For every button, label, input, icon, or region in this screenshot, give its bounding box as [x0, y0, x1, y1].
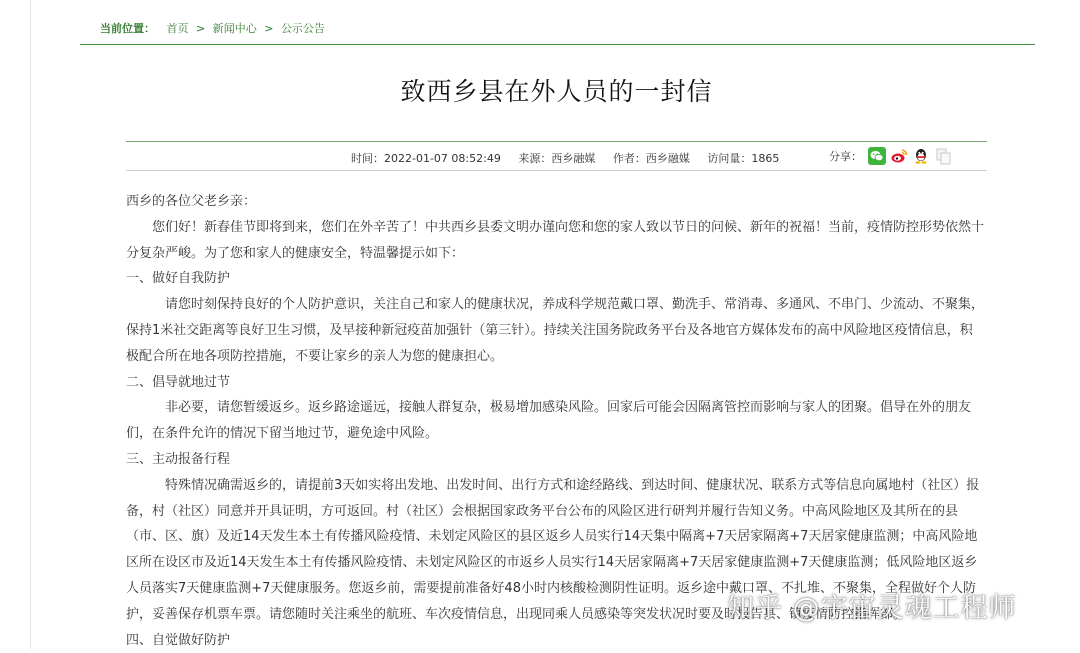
breadcrumb-label: 当前位置： — [100, 22, 155, 35]
section-body: 特殊情况确需返乡的，请提前3天如实将出发地、出发时间、出行方式和途经路线、到达时间、健康状况、联系方式等信息向属地村（社区）报备，村（社区）同意并开具证明，方可返回。村（社区）会根据国家政务平台公布的风险区进行研判并履行告知义务。中高风险地区及其所在的县（市、区、旗）及近14天发生本土有传播风险疫情、未划定风险区的县区返乡人员实行14天集中隔离+7天居家隔离+7天居家健康监测；中高风险地区所在设区市及近14天发生本土有传播风险疫情、未划定风险区的市返乡人员实行14天居家隔离+7天居家健康监测+7天健康监测；低风险地区返乡人员落实7天健康监测+7天健康服务。您返乡前，需要提前准备好48小时内核酸检测阴性证明。返乡途中戴口罩、不扎堆、不聚集，全程做好个人防护，妥善保存机票车票。请您随时关注乘坐的航班、车次疫情信息，出现同乘人员感染等突发状况时要及时报告县、镇疫情防控指挥部。 — [126, 477, 980, 622]
publish-time: 时间：2022-01-07 08:52:49 — [351, 152, 501, 165]
meta-top-divider — [126, 141, 987, 142]
breadcrumb-home-link[interactable]: 首页 — [166, 22, 189, 35]
article-author: 作者：西乡融媒 — [612, 152, 690, 165]
watermark: 知乎 @宇宙灵魂工程师 — [727, 593, 1017, 624]
breadcrumb-news-center-link[interactable]: 新闻中心 — [212, 22, 257, 35]
breadcrumb-separator: > — [264, 22, 274, 35]
article-meta-bar — [126, 147, 987, 167]
qq-icon[interactable] — [912, 147, 930, 165]
article-meta-info — [351, 150, 793, 166]
breadcrumb-separator: > — [196, 22, 206, 35]
section-heading: 四、自觉做好防护 — [126, 632, 231, 648]
article-source: 来源：西乡融媒 — [518, 152, 596, 165]
intro-paragraph: 您们好！新春佳节即将到来，您们在外辛苦了！中共西乡县委文明办谨向您和您的家人致以节日的问候、新年的祝福！当前，疫情防控形势依然十分复杂严峻。为了您和家人的健康安全，特温馨提示如下： — [126, 219, 985, 261]
share-label: 分享： — [829, 150, 862, 163]
view-count: 访问量：1865 — [707, 152, 780, 165]
section-heading: 三、主动报备行程 — [126, 451, 231, 467]
section-body: 请您时刻保持良好的个人防护意识，关注自己和家人的健康状况，养成科学规范戴口罩、勤洗手、常消毒、多通风、不串门、少流动、不聚集，保持1米社交距离等良好卫生习惯，及早接种新冠疫苗加强针（第三针）。持续关注国务院政务平台及各地官方媒体发布的高中风险地区疫情信息，积极配合所在地各项防控措施，不要让家乡的亲人为您的健康担心。 — [126, 297, 985, 364]
weibo-icon[interactable] — [890, 147, 908, 165]
breadcrumb-divider — [80, 44, 1035, 45]
greeting: 西乡的各位父老乡亲： — [126, 194, 257, 209]
share-bar — [829, 147, 956, 165]
meta-bottom-divider — [126, 170, 987, 171]
article-title: 致西乡县在外人员的一封信 — [400, 77, 713, 106]
article-body — [126, 189, 984, 653]
section-heading: 一、做好自我防护 — [126, 271, 231, 287]
section-heading: 二、倡导就地过节 — [126, 374, 231, 390]
breadcrumb-announcements-link[interactable]: 公示公告 — [280, 22, 325, 35]
breadcrumb — [100, 20, 325, 36]
copy-icon[interactable] — [934, 147, 952, 165]
wechat-icon[interactable] — [868, 147, 886, 165]
section-body: 非必要，请您暂缓返乡。返乡路途遥远，接触人群复杂，极易增加感染风险。回家后可能会因隔离管控而影响与家人的团聚。倡导在外的朋友们，在条件允许的情况下留当地过节，避免途中风险。 — [126, 400, 972, 442]
